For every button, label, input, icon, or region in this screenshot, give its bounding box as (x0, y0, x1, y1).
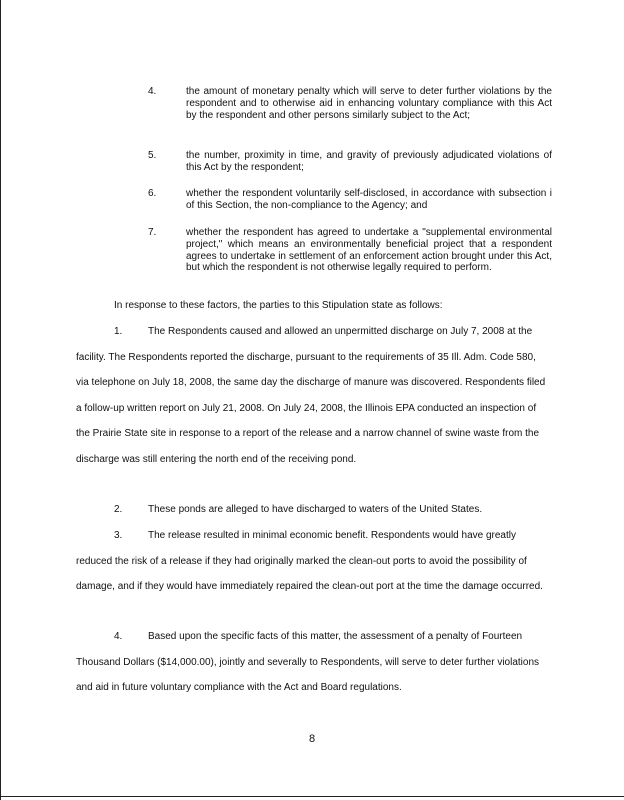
list-item-text: whether the respondent has agreed to undertake a "supplemental environmental project," which means an environmentally beneficial project that a respondent agrees to undertake in settlement of an enforcement action brought under this Act, but which the respondent is not otherwise legally required to perform. (186, 227, 552, 274)
list-item-number: 6. (148, 188, 157, 199)
list-item-text: the amount of monetary penalty which will serve to deter further violations by the respondent and to otherwise aid in enhancing voluntary compliance with this Act by the respondent and other persons similarly subject to the Act; (186, 86, 552, 121)
paragraph-3 (76, 523, 548, 600)
paragraph-number: 4. (114, 631, 123, 642)
paragraph-text: Based upon the specific facts of this matter, the assessment of a penalty of Fourteen Thousand Dollars ($14,000.00), jointly and severally to Respondents, will serve to deter further violations and aid in future voluntary compliance with the Act and Board regulations. (76, 631, 540, 693)
list-item-text: whether the respondent voluntarily self-disclosed, in accordance with subsection i of this Section, the non-compliance to the Agency; and (186, 188, 552, 211)
paragraph-text: The Respondents caused and allowed an unpermitted discharge on July 7, 2008 at the facility. The Respondents reported the discharge, pursuant to the requirements of 35 Ill. Adm. Code 580, via telephone on July 18, 2008, the same day the discharge of manure was discovered. Respondents filed a follow-up written report on July 21, 2008. On July 24, 2008, the Illinois EPA conducted an inspection of the Prairie State site in response to a report of the release and a narrow channel of swine waste from the discharge was still entering the north end of the receiving pond. (76, 326, 546, 465)
paragraph-2 (76, 497, 548, 523)
intro-sentence: In response to these factors, the parties to this Stipulation state as follows: (114, 300, 443, 311)
list-item-number: 4. (148, 86, 157, 97)
paragraph-number: 1. (114, 326, 123, 337)
paragraph-1 (76, 319, 548, 472)
paragraph-number: 2. (114, 504, 123, 515)
paragraph-number: 3. (114, 530, 123, 541)
list-item-number: 7. (148, 227, 157, 238)
scan-edge-left (0, 0, 1, 800)
paragraph-4 (76, 624, 548, 701)
scan-edge-bottom (0, 796, 624, 797)
page-number: 8 (308, 733, 316, 745)
list-item-text: the number, proximity in time, and gravity of previously adjudicated violations of this Act by the respondent; (186, 150, 552, 173)
paragraph-text: These ponds are alleged to have discharged to waters of the United States. (148, 504, 483, 515)
paragraph-text: The release resulted in minimal economic benefit. Respondents would have greatly reduced the risk of a release if they had originally marked the clean-out ports to avoid the possibility of damage, and if they would have immediately repaired the clean-out port at the time the damage occurred. (76, 530, 543, 592)
list-item-number: 5. (148, 150, 157, 161)
